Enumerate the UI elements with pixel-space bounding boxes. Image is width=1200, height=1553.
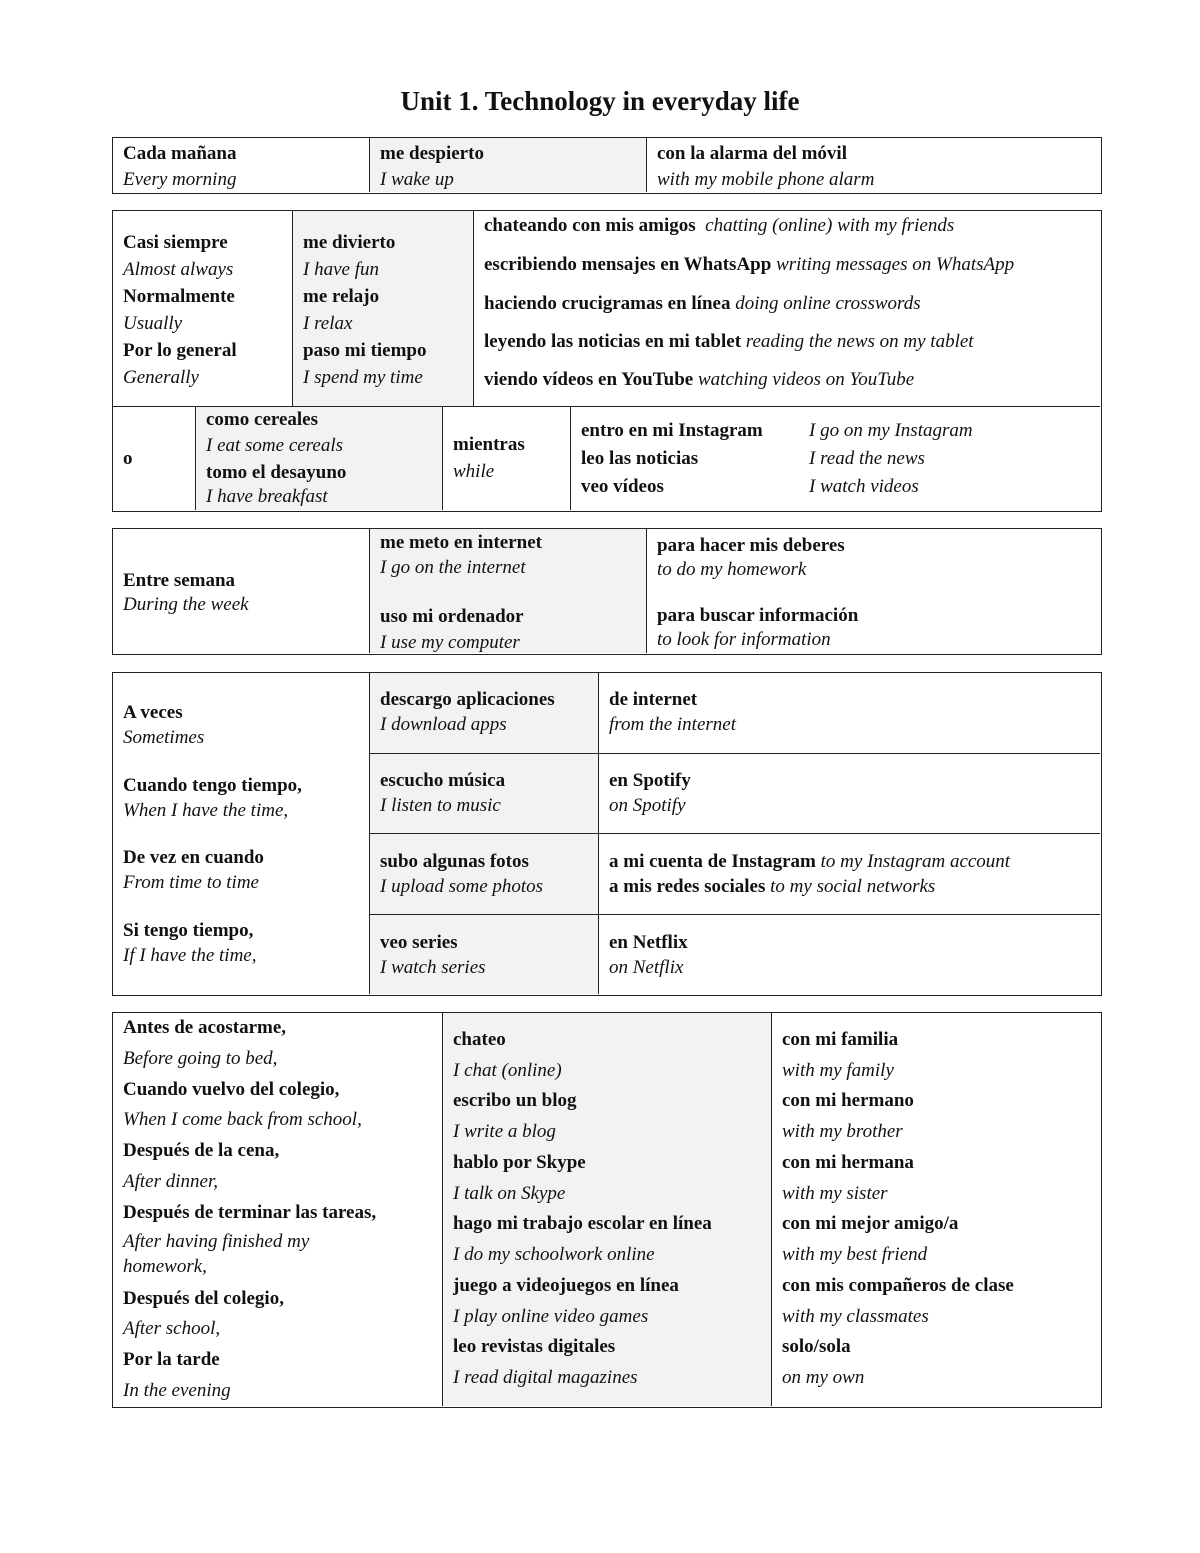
phrase-es: A veces [123, 702, 183, 723]
phrase-en: watching videos on YouTube [698, 369, 915, 390]
phrase-es: leo revistas digitales [453, 1336, 616, 1357]
cell-object [598, 753, 1100, 833]
phrase-es: a mis redes sociales [609, 876, 766, 897]
phrase-es: descargo aplicaciones [380, 689, 555, 710]
phrase-en: I upload some photos [380, 876, 544, 897]
phrase-en: reading the news on my tablet [745, 331, 974, 352]
object-line [609, 851, 1010, 873]
phrase-es: Por la tarde [123, 1349, 220, 1370]
phrase-es: chateando con mis amigos [484, 215, 696, 236]
phrase-es: solo/sola [782, 1336, 851, 1357]
phrase-en: writing messages on WhatsApp [776, 254, 1015, 275]
phrase-es: de internet [609, 689, 698, 710]
phrase-es: me divierto [303, 232, 396, 253]
cell-while [442, 406, 570, 510]
phrase-es: subo algunas fotos [380, 851, 529, 872]
phrase-es: Antes de acostarme, [123, 1017, 287, 1038]
phrase-en: I download apps [380, 714, 507, 735]
phrase-en: to look for information [657, 629, 831, 650]
cell-verbs [442, 1013, 771, 1406]
table-every-morning [112, 137, 1102, 194]
activity-line [484, 254, 1014, 276]
phrase-es: Después del colegio, [123, 1288, 284, 1309]
phrase-es: veo vídeos [581, 476, 664, 497]
phrase-en: doing online crosswords [735, 293, 921, 314]
cell-verb [369, 673, 598, 753]
cell-verb [369, 138, 646, 192]
phrase-en: During the week [123, 594, 249, 615]
phrase-es: Casi siempre [123, 232, 228, 253]
phrase-es: Si tengo tiempo, [123, 920, 254, 941]
activity-line [484, 331, 974, 353]
phrase-en: from the internet [609, 714, 736, 735]
phrase-en: Every morning [123, 169, 237, 190]
phrase-es: veo series [380, 932, 458, 953]
cell-object [598, 833, 1100, 914]
cell-frequency [113, 211, 292, 406]
phrase-es: viendo vídeos en YouTube [484, 369, 694, 390]
cell-purpose [646, 529, 1100, 653]
cell-time [113, 529, 369, 653]
phrase-es: Después de la cena, [123, 1140, 280, 1161]
phrase-en: I relax [303, 313, 353, 334]
phrase-es: haciendo crucigramas en línea [484, 293, 731, 314]
phrase-es: con mis compañeros de clase [782, 1275, 1014, 1296]
phrase-en: I have fun [303, 259, 379, 280]
phrase-en: I have breakfast [206, 486, 328, 507]
phrase-en: with my best friend [782, 1244, 928, 1265]
phrase-es: hago mi trabajo escolar en línea [453, 1213, 712, 1234]
phrase-es: en Spotify [609, 770, 691, 791]
phrase-en: Generally [123, 367, 199, 388]
phrase-es: Normalmente [123, 286, 235, 307]
phrase-en: to my Instagram account [820, 851, 1011, 872]
phrase-es: mientras [453, 434, 525, 455]
phrase-en: on Netflix [609, 957, 684, 978]
or-label: o [123, 448, 133, 469]
phrase-es: escribiendo mensajes en WhatsApp [484, 254, 772, 275]
page-title: Unit 1. Technology in everyday life [400, 86, 800, 116]
cell-object [646, 138, 1100, 192]
phrase-es: Entre semana [123, 570, 236, 591]
phrase-es: con la alarma del móvil [657, 143, 847, 164]
phrase-es: con mi hermano [782, 1090, 914, 1111]
cell-times [113, 673, 369, 994]
object-line [609, 876, 935, 898]
phrase-en: I wake up [380, 169, 454, 190]
phrase-es: como cereales [206, 409, 319, 430]
phrase-en: Sometimes [123, 727, 205, 748]
phrase-en: If I have the time, [123, 945, 257, 966]
phrase-es: Por lo general [123, 340, 237, 361]
phrase-es: escribo un blog [453, 1090, 577, 1111]
phrase-en-cont: homework, [123, 1256, 207, 1277]
phrase-es: De vez en cuando [123, 847, 264, 868]
phrase-en: I eat some cereals [206, 435, 343, 456]
phrase-en: In the evening [123, 1380, 231, 1401]
activity-line [484, 215, 954, 237]
cell-activities [473, 211, 1100, 406]
phrase-en: with my classmates [782, 1306, 929, 1327]
phrase-en: I read the news [809, 448, 925, 469]
phrase-en: When I come back from school, [123, 1109, 362, 1130]
phrase-en: Almost always [123, 259, 234, 280]
phrase-en: I go on the internet [380, 557, 526, 578]
cell-verbs [369, 529, 646, 653]
cell-verb [369, 914, 598, 994]
phrase-en: I watch series [380, 957, 486, 978]
cell-verb [369, 833, 598, 914]
phrase-en: with my sister [782, 1183, 888, 1204]
phrase-es: para hacer mis deberes [657, 535, 845, 556]
phrase-en: After school, [123, 1318, 221, 1339]
phrase-en: I spend my time [303, 367, 423, 388]
phrase-en: I play online video games [453, 1306, 649, 1327]
phrase-en: with my brother [782, 1121, 903, 1142]
table-free-time [112, 210, 1102, 512]
cell-time [113, 138, 369, 192]
phrase-es: con mi mejor amigo/a [782, 1213, 959, 1234]
phrase-en: Before going to bed, [123, 1048, 278, 1069]
phrase-en: After having finished my [123, 1231, 310, 1252]
phrase-en: with my mobile phone alarm [657, 169, 875, 190]
cell-object [598, 673, 1100, 753]
phrase-es: tomo el desayuno [206, 462, 347, 483]
phrase-es: a mi cuenta de Instagram [609, 851, 816, 872]
phrase-es: chateo [453, 1029, 506, 1050]
phrase-en: to do my homework [657, 559, 807, 580]
phrase-en: with my family [782, 1060, 894, 1081]
cell-meals [195, 406, 442, 510]
phrase-es: me relajo [303, 286, 380, 307]
phrase-es: para buscar información [657, 605, 859, 626]
phrase-en: to my social networks [770, 876, 936, 897]
table-during-week [112, 528, 1102, 655]
phrase-es: en Netflix [609, 932, 688, 953]
cell-verbs [292, 211, 473, 406]
phrase-es: Cuando tengo tiempo, [123, 775, 302, 796]
phrase-en: chatting (online) with my friends [705, 215, 955, 236]
cell-object [598, 914, 1100, 994]
phrase-es: Cada mañana [123, 143, 237, 164]
cell-actions [570, 406, 1100, 510]
phrase-en: When I have the time, [123, 800, 289, 821]
table-before-bed [112, 1012, 1102, 1408]
phrase-es: leyendo las noticias en mi tablet [484, 331, 742, 352]
phrase-en: I write a blog [453, 1121, 556, 1142]
phrase-es: Después de terminar las tareas, [123, 1202, 377, 1223]
phrase-es: me meto en internet [380, 532, 542, 553]
phrase-en: From time to time [123, 872, 259, 893]
phrase-es: con mi familia [782, 1029, 899, 1050]
phrase-en: I listen to music [380, 795, 501, 816]
phrase-es: paso mi tiempo [303, 340, 427, 361]
cell-companions [771, 1013, 1100, 1406]
phrase-en: on Spotify [609, 795, 686, 816]
phrase-es: entro en mi Instagram [581, 420, 763, 441]
phrase-en: I do my schoolwork online [453, 1244, 655, 1265]
phrase-en: I talk on Skype [453, 1183, 566, 1204]
table-sometimes [112, 672, 1102, 996]
phrase-es: escucho música [380, 770, 506, 791]
phrase-en: on my own [782, 1367, 865, 1388]
phrase-en: I watch videos [809, 476, 919, 497]
phrase-en: After dinner, [123, 1171, 218, 1192]
activity-line [484, 293, 921, 315]
cell-times [113, 1013, 442, 1406]
phrase-es: uso mi ordenador [380, 606, 524, 627]
phrase-es: hablo por Skype [453, 1152, 586, 1173]
activity-line [484, 369, 914, 391]
cell-or [113, 406, 195, 510]
phrase-en: I go on my Instagram [809, 420, 973, 441]
phrase-es: me despierto [380, 143, 484, 164]
phrase-en: I use my computer [380, 632, 520, 653]
phrase-en: I read digital magazines [453, 1367, 638, 1388]
cell-verb [369, 753, 598, 833]
phrase-en: I chat (online) [453, 1060, 562, 1081]
phrase-es: Cuando vuelvo del colegio, [123, 1079, 340, 1100]
phrase-es: con mi hermana [782, 1152, 914, 1173]
phrase-en: while [453, 461, 495, 482]
phrase-en: Usually [123, 313, 183, 334]
phrase-es: juego a videojuegos en línea [453, 1275, 679, 1296]
phrase-es: leo las noticias [581, 448, 699, 469]
